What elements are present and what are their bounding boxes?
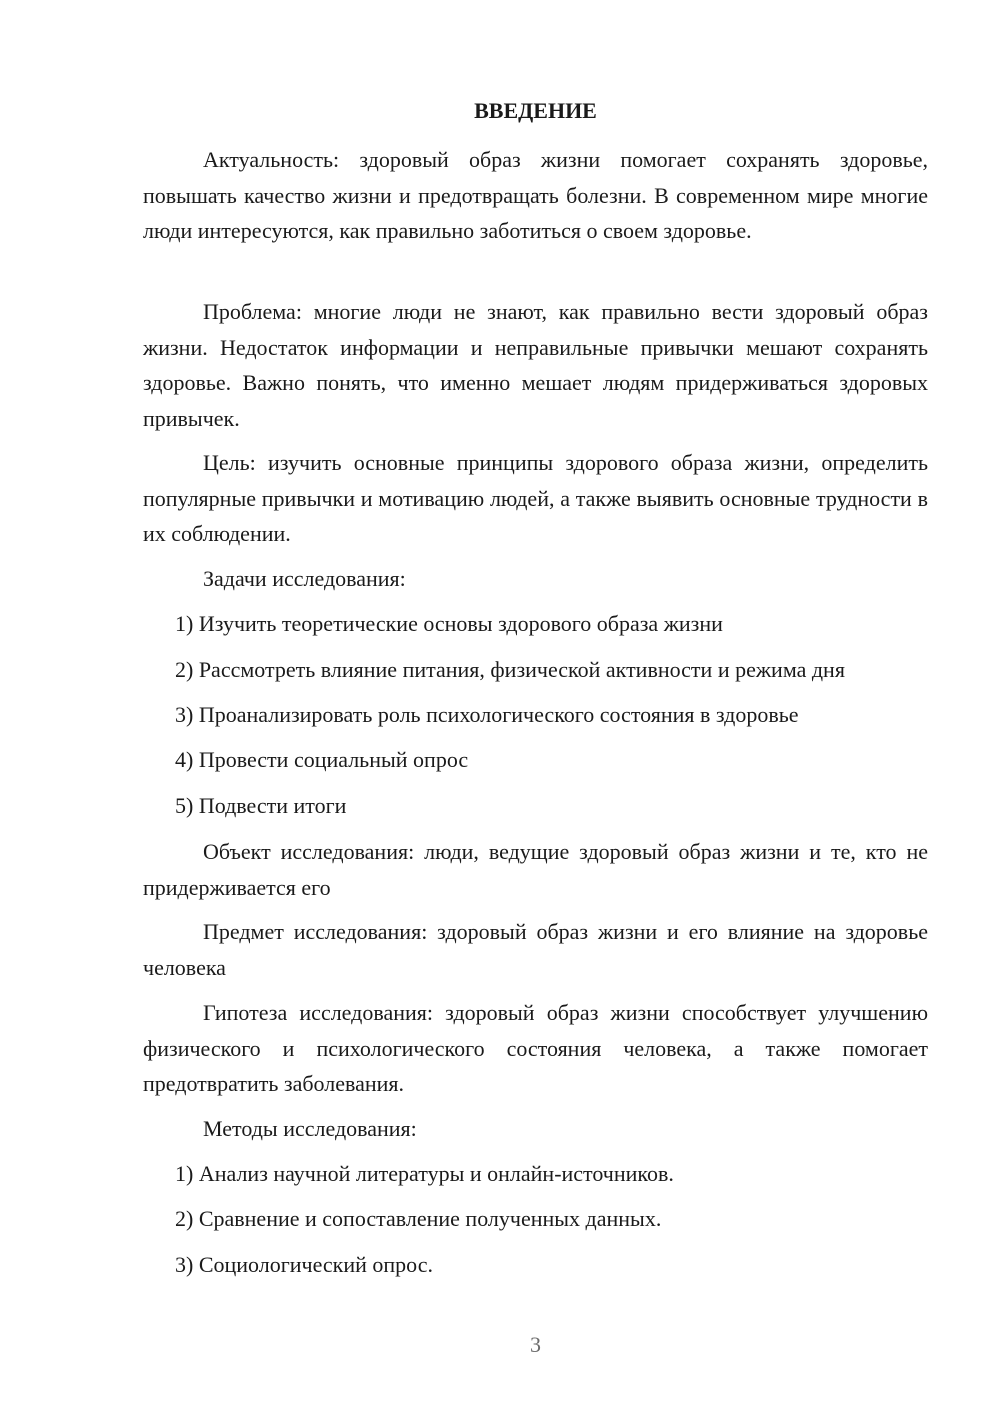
relevance-paragraph: Актуальность: здоровый образ жизни помогает сохранять здоровье, повышать качество жизни и предотвращать болезни. В современном мире многие люди интересуются, как правильно заботиться о своем здоровье. <box>143 147 928 243</box>
methods-label: Методы исследования: <box>203 1116 417 1141</box>
hypothesis-paragraph: Гипотеза исследования: здоровый образ жизни способствует улучшению физического и психологического состояния человека, а также помогает предотвратить заболевания. <box>143 1000 928 1096</box>
subject-paragraph: Предмет исследования: здоровый образ жизни и его влияние на здоровье человека <box>143 919 928 980</box>
task-item: 2) Рассмотреть влияние питания, физической активности и режима дня <box>175 657 845 682</box>
method-item: 2) Сравнение и сопоставление полученных данных. <box>175 1206 662 1231</box>
section-title: ВВЕДЕНИЕ <box>474 98 597 123</box>
tasks-label: Задачи исследования: <box>203 566 406 591</box>
method-item: 1) Анализ научной литературы и онлайн-источников. <box>175 1161 674 1186</box>
document-page <box>143 0 928 1414</box>
page-number: 3 <box>530 1332 541 1357</box>
goal-paragraph: Цель: изучить основные принципы здорового образа жизни, определить популярные привычки и мотивацию людей, а также выявить основные трудности в их соблюдении. <box>143 450 928 546</box>
method-item: 3) Социологический опрос. <box>175 1252 433 1277</box>
problem-paragraph: Проблема: многие люди не знают, как правильно вести здоровый образ жизни. Недостаток информации и неправильные привычки мешают сохранять здоровье. Важно понять, что именно мешает людям придерживаться здоровых привычек. <box>143 299 928 431</box>
object-paragraph: Объект исследования: люди, ведущие здоровый образ жизни и те, кто не придерживается его <box>143 839 928 900</box>
task-item: 4) Провести социальный опрос <box>175 747 469 772</box>
task-item: 5) Подвести итоги <box>175 793 347 818</box>
task-item: 1) Изучить теоретические основы здорового образа жизни <box>175 611 723 636</box>
task-item: 3) Проанализировать роль психологического состояния в здоровье <box>175 702 799 727</box>
